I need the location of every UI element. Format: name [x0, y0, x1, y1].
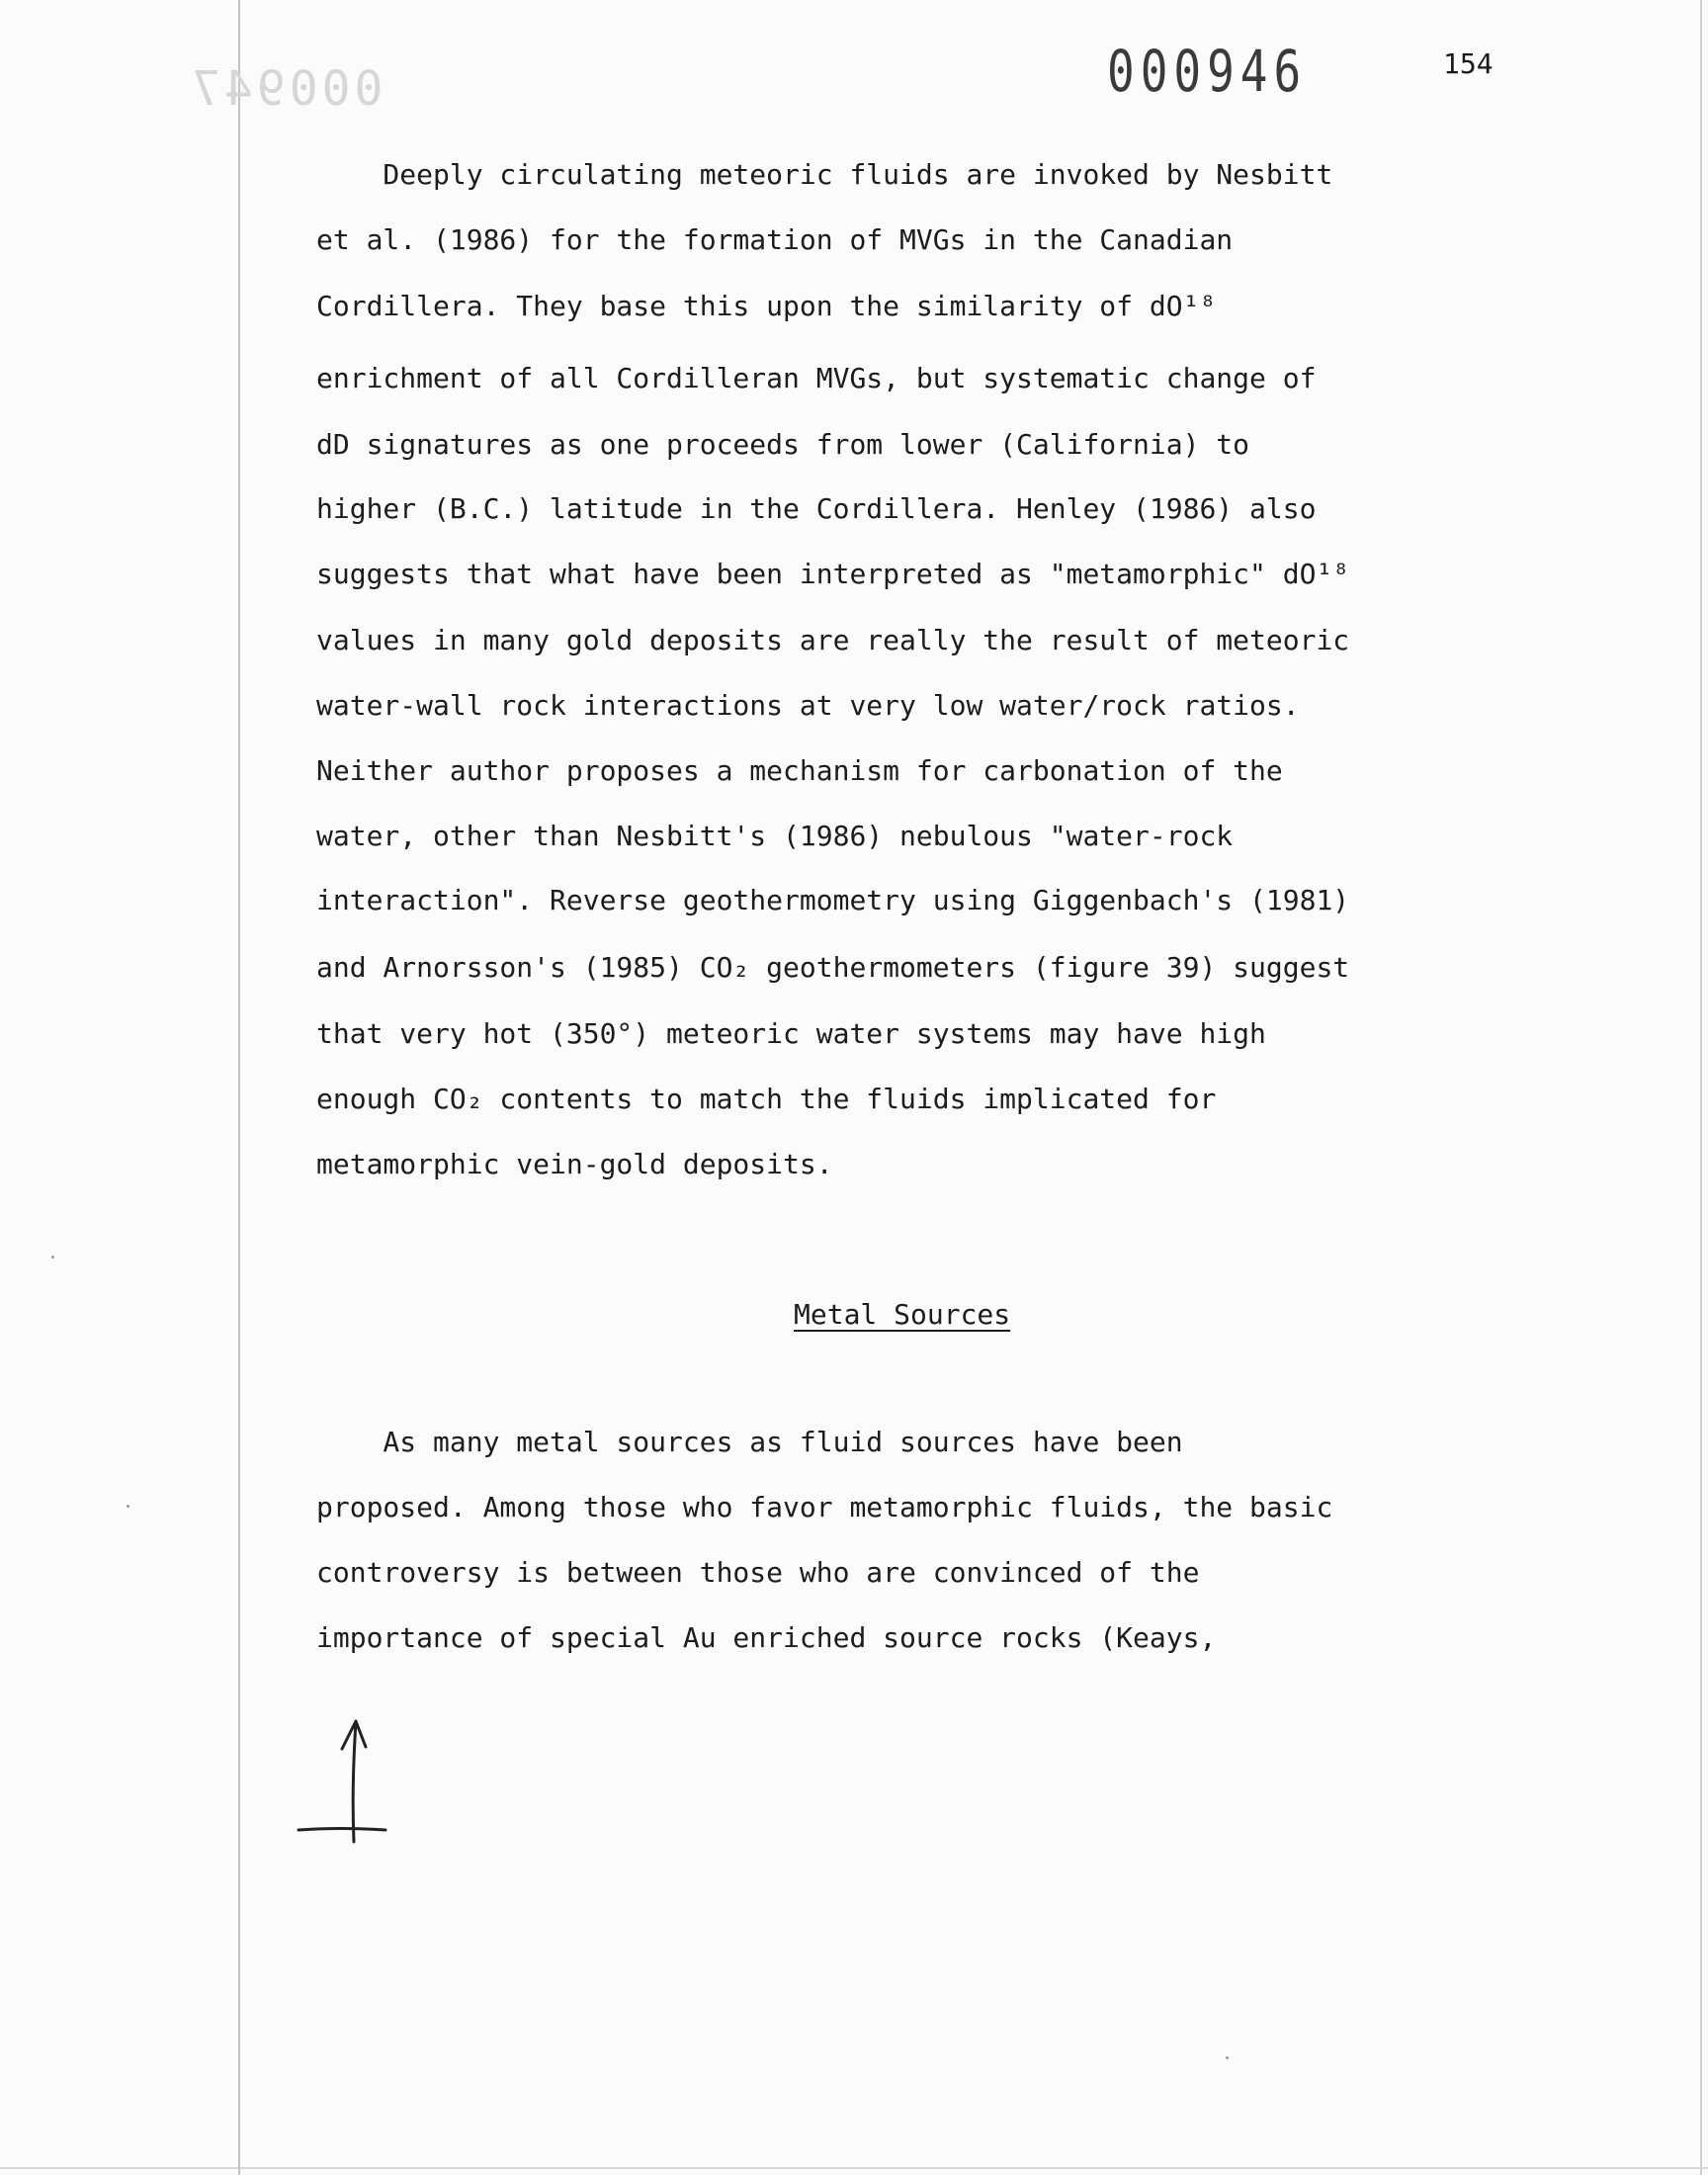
page-edge-bottom	[0, 2167, 1708, 2169]
margin-rule	[238, 0, 240, 2175]
text-line: water-wall rock interactions at very low water/rock ratios.	[316, 689, 1300, 722]
text-line: that very hot (350°) meteoric water systems may have high	[316, 1017, 1266, 1050]
text-line: et al. (1986) for the formation of MVGs in the Canadian	[316, 223, 1234, 256]
paper-speck	[51, 1256, 54, 1259]
text-line: controversy is between those who are convinced of the	[316, 1556, 1200, 1589]
text-line: values in many gold deposits are really the result of meteoric	[316, 624, 1350, 656]
page-edge-right	[1700, 0, 1702, 2175]
text-line: As many metal sources as fluid sources have been	[316, 1426, 1183, 1458]
page-number: 154	[1443, 47, 1494, 80]
text-line: Cordillera. They base this upon the similarity of dO¹⁸	[316, 290, 1217, 322]
text-line: metamorphic vein-gold deposits.	[316, 1148, 833, 1180]
bleed-through-number: 000947	[188, 61, 384, 117]
text-line: water, other than Nesbitt's (1986) nebulous "water-rock	[316, 820, 1234, 852]
paper-speck	[127, 1505, 129, 1508]
handwritten-arrow-icon	[297, 1715, 395, 1854]
text-line: dD signatures as one proceeds from lower (California) to	[316, 428, 1250, 461]
paper-speck	[1226, 2056, 1229, 2059]
text-line: higher (B.C.) latitude in the Cordillera. Henley (1986) also	[316, 492, 1317, 525]
text-line: interaction". Reverse geothermometry using Giggenbach's (1981)	[316, 884, 1350, 916]
text-line: enough CO₂ contents to match the fluids implicated for	[316, 1083, 1217, 1115]
text-line: Neither author proposes a mechanism for carbonation of the	[316, 754, 1283, 787]
text-line: enrichment of all Cordilleran MVGs, but systematic change of	[316, 362, 1317, 394]
text-line: importance of special Au enriched source rocks (Keays,	[316, 1621, 1217, 1654]
text-line: proposed. Among those who favor metamorphic fluids, the basic	[316, 1491, 1333, 1523]
stamp-number: 000946	[1107, 38, 1308, 105]
text-line: suggests that what have been interpreted as "metamorphic" dO¹⁸	[316, 558, 1350, 590]
text-line: Deeply circulating meteoric fluids are invoked by Nesbitt	[316, 158, 1333, 191]
section-heading: Metal Sources	[794, 1298, 1011, 1331]
text-line: and Arnorsson's (1985) CO₂ geothermometers (figure 39) suggest	[316, 951, 1350, 984]
